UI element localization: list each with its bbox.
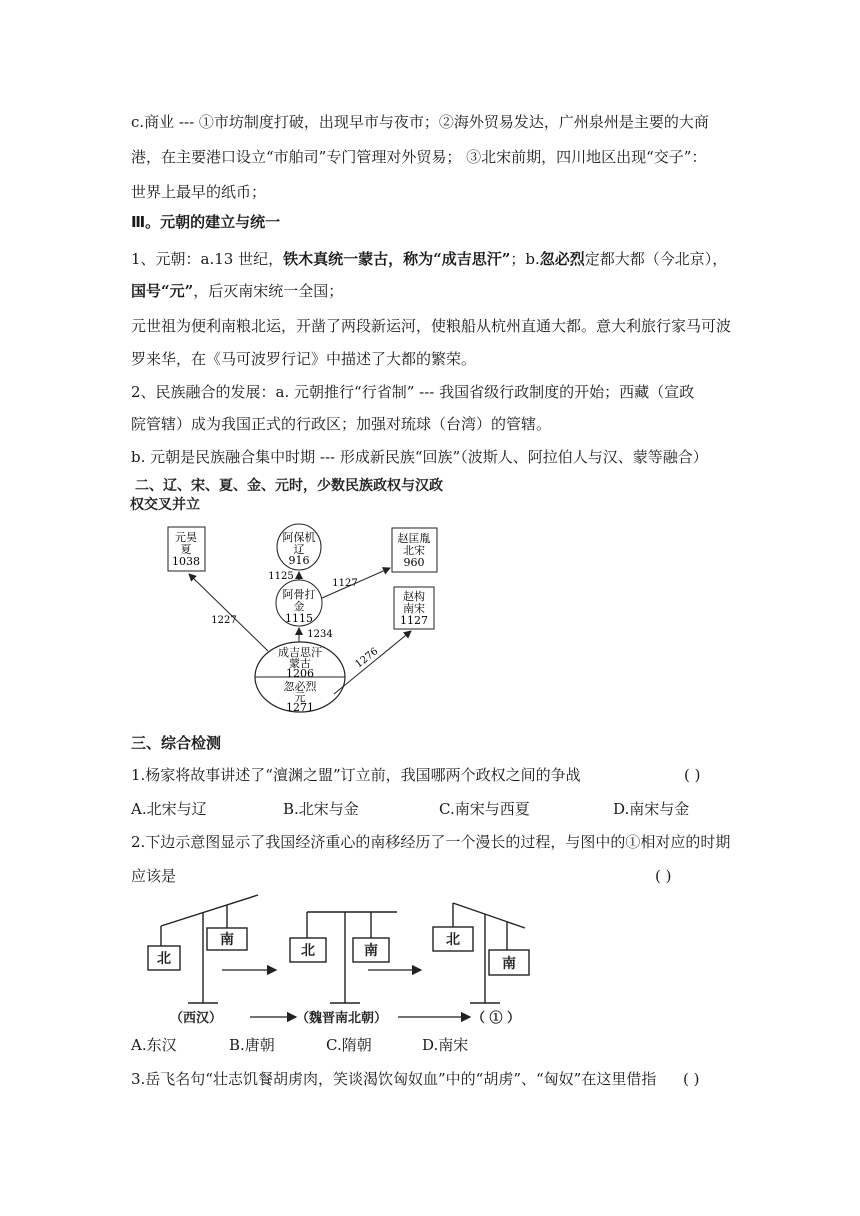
scale3-south-label: 南	[502, 956, 516, 972]
arrow-yuan-nansong	[334, 631, 411, 694]
nansong-name: 南宋	[403, 602, 425, 615]
period-label-wei-jin: （魏晋南北朝）	[296, 1011, 388, 1026]
scale1-beam	[161, 895, 258, 926]
yuan-paragraph-1-line-1	[131, 249, 727, 269]
xixia-year: 1038	[172, 555, 200, 568]
commerce-line-2: 港，在主要港口设立“市舶司”专门管理对外贸易； ③北宋前期，四川地区出现“交子”：	[131, 148, 707, 166]
yuan-paragraph-2-line-2: 罗来华，在《马可波罗行记》中描述了大都的繁荣。	[131, 350, 477, 368]
nansong-year: 1127	[400, 614, 428, 627]
question-1-answer-blank: ( )	[684, 766, 701, 784]
q1-option-c: C.南宋与西夏	[439, 800, 530, 818]
arrow-mongol-xixia	[189, 574, 268, 651]
ethnic-paragraph-line-2: 院管辖）成为我国正式的行政区；加强对琉球（台湾）的管辖。	[131, 415, 552, 433]
scale2-north-label: 北	[301, 943, 315, 959]
scale1-north-label: 北	[157, 951, 171, 967]
label-1276: 1276	[353, 646, 381, 671]
period-label-western-han: （西汉）	[170, 1011, 223, 1026]
regimes-diagram	[125, 472, 485, 717]
mongol-year: 1206	[286, 667, 314, 680]
commerce-line-1: c.商业 --- ①市坊制度打破，出现早市与夜市；②海外贸易发达，广州泉州是主要的大商	[131, 113, 709, 131]
yuan-ruler: 忽必烈	[283, 680, 317, 693]
beisong-ruler: 赵匡胤	[397, 532, 431, 545]
bold-run: 铁木真统一蒙古，称为“成吉思汗”	[283, 250, 511, 268]
q1-option-b: B.北宋与金	[283, 800, 359, 818]
label-1125: 1125	[268, 571, 294, 582]
section-heading-yuan: Ⅲ。元朝的建立与统一	[131, 213, 281, 231]
xixia-name: 夏	[180, 543, 192, 556]
jin-name: 金	[293, 600, 305, 613]
jin-ruler: 阿骨打	[282, 588, 316, 601]
xixia-ruler: 元昊	[175, 531, 197, 544]
text-run: 定都大都（今北京），	[584, 250, 728, 268]
ethnic-paragraph-line-1: 2、民族融合的发展：a. 元朝推行“行省制” --- 我国省级行政制度的开始；西藏（宣政	[131, 383, 695, 401]
q2-option-a: A.东汉	[131, 1036, 177, 1054]
bold-run: 国号“元”	[131, 282, 194, 300]
scale3-beam	[453, 903, 525, 928]
mongol-ruler: 成吉思汗	[278, 646, 322, 659]
liao-ruler: 阿保机	[282, 531, 316, 544]
q1-option-d: D.南宋与金	[613, 800, 690, 818]
liao-name: 辽	[293, 543, 305, 556]
label-1234: 1234	[307, 629, 333, 640]
question-2-answer-blank: ( )	[655, 867, 672, 885]
liao-year: 916	[288, 554, 310, 567]
beisong-name: 北宋	[403, 544, 425, 557]
question-2-line-1: 2.下边示意图显示了我国经济重心的南移经历了一个漫长的过程，与图中的①相对应的时期	[131, 833, 731, 851]
text-run: ，后灭南宋统一全国；	[193, 282, 344, 300]
nansong-ruler: 赵构	[403, 590, 425, 603]
question-3-text: 3.岳飞名句“壮志饥餐胡虏肉，笑谈渴饮匈奴血”中的“胡虏”、“匈奴”在这里借指	[131, 1070, 657, 1088]
section-heading-test: 三、综合检测	[131, 734, 222, 752]
diagram-title-line-2: 权交叉并立	[130, 497, 200, 513]
question-3-answer-blank: ( )	[683, 1070, 700, 1088]
yuan-year: 1271	[286, 701, 314, 714]
text-run: 1、元朝：a.13 世纪，	[131, 250, 284, 268]
yuan-paragraph-2-line-1: 元世祖为便利南粮北运，开凿了两段新运河，使粮船从杭州直通大都。意大利旅行家马可波	[131, 317, 732, 335]
economic-shift-diagram	[140, 890, 545, 1030]
yuan-paragraph-1-line-2	[131, 281, 343, 301]
jin-year: 1115	[285, 612, 313, 625]
scale1-south-label: 南	[220, 932, 234, 948]
yuan-name: 元	[294, 691, 306, 704]
scale3-north-label: 北	[446, 932, 460, 948]
question-1-text: 1.杨家将故事讲述了“澶渊之盟”订立前，我国哪两个政权之间的争战	[131, 766, 581, 784]
q2-option-b: B.唐朝	[229, 1036, 275, 1054]
scale2-south-label: 南	[364, 943, 378, 959]
q2-option-c: C.隋朝	[326, 1036, 372, 1054]
period-label-unknown: （ ① ）	[472, 1011, 521, 1026]
bold-run: 忽必烈	[539, 250, 585, 268]
q2-option-d: D.南宋	[422, 1036, 469, 1054]
diagram-title-line-1: 二、辽、宋、夏、金、元时，少数民族政权与汉政	[135, 478, 443, 494]
ethnic-paragraph-line-3: b. 元朝是民族融合集中时期 --- 形成新民族“回族”（波斯人、阿拉伯人与汉、蒙等融合）	[131, 448, 708, 466]
q1-option-a: A.北宋与辽	[131, 800, 207, 818]
mongol-name: 蒙古	[289, 657, 311, 670]
commerce-line-3: 世界上最早的纸币；	[131, 183, 267, 201]
beisong-year: 960	[403, 556, 425, 569]
question-2-line-2: 应该是	[131, 867, 177, 885]
text-run: ；b.	[510, 250, 540, 268]
label-1127: 1127	[332, 578, 358, 589]
label-1227: 1227	[211, 615, 237, 626]
